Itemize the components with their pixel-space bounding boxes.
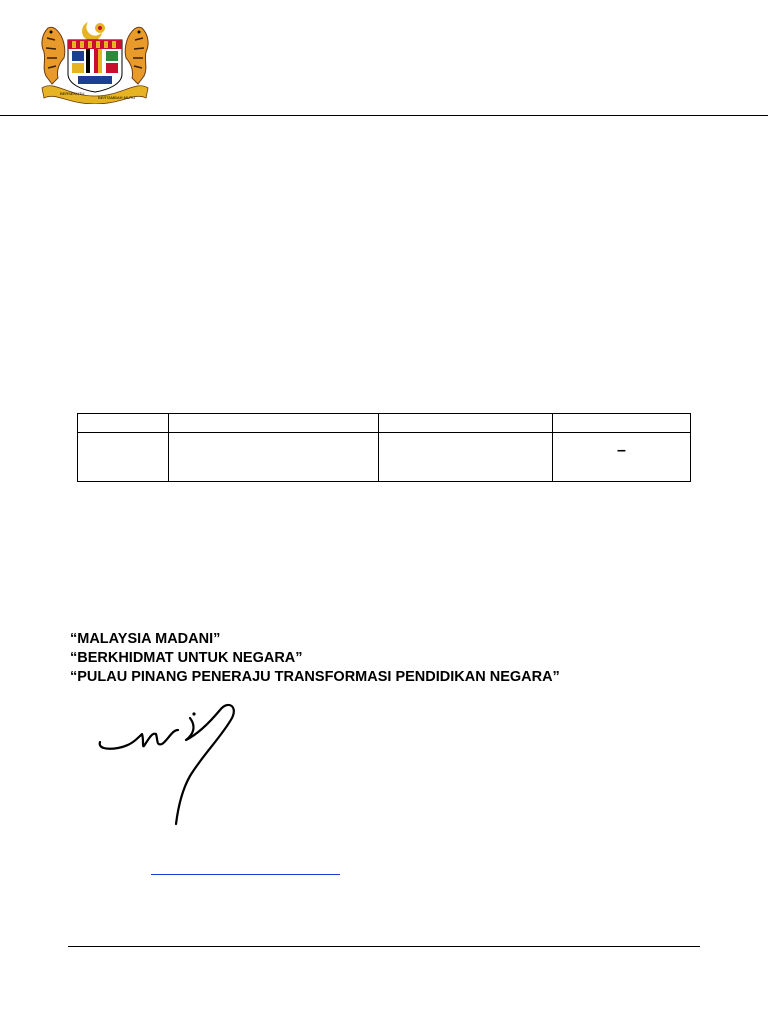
footer-divider <box>68 946 700 947</box>
email-link[interactable] <box>151 858 340 875</box>
svg-text:BERSEKUTU: BERSEKUTU <box>60 91 85 96</box>
table-header-row <box>78 414 691 433</box>
table-header-cell <box>379 414 553 433</box>
table-cell <box>379 433 553 482</box>
info-table <box>77 413 691 482</box>
dash-mark: – <box>617 442 626 459</box>
slogan-line: “PULAU PINANG PENERAJU TRANSFORMASI PENDIDIKAN NEGARA” <box>70 669 560 685</box>
slogans-block <box>70 630 560 687</box>
signature-icon <box>78 700 274 832</box>
table-cell <box>78 433 169 482</box>
table-cell <box>169 433 379 482</box>
table-header-cell <box>78 414 169 433</box>
svg-text:BERTAMBAH MUTU: BERTAMBAH MUTU <box>98 95 136 100</box>
coat-of-arms-icon <box>38 18 152 104</box>
table-cell <box>553 433 691 482</box>
slogan-line: “MALAYSIA MADANI” <box>70 631 221 647</box>
table-header-cell <box>169 414 379 433</box>
slogan-line: “BERKHIDMAT UNTUK NEGARA” <box>70 650 303 666</box>
table-row <box>78 433 691 482</box>
table-header-cell <box>553 414 691 433</box>
header-divider <box>0 115 768 116</box>
